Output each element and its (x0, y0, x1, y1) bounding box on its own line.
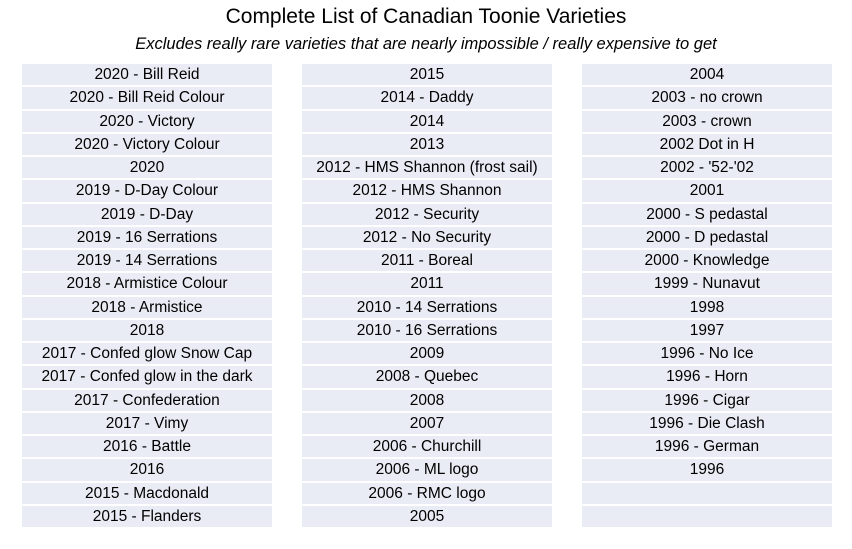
variety-cell: 2019 - 14 Serrations (22, 250, 272, 271)
variety-cell: 2005 (302, 506, 552, 527)
variety-cell: 2006 - ML logo (302, 459, 552, 480)
variety-cell: 2020 - Bill Reid Colour (22, 87, 272, 108)
variety-cell: 2017 - Vimy (22, 413, 272, 434)
variety-cell: 2007 (302, 413, 552, 434)
variety-cell: 1999 - Nunavut (582, 273, 832, 294)
variety-cell: 2012 - No Security (302, 227, 552, 248)
variety-cell: 2015 - Macdonald (22, 483, 272, 504)
variety-cell: 2020 - Victory (22, 111, 272, 132)
variety-cell: 2010 - 16 Serrations (302, 320, 552, 341)
variety-cell: 2012 - HMS Shannon (302, 180, 552, 201)
variety-cell: 2019 - D-Day (22, 204, 272, 225)
variety-cell: 2008 - Quebec (302, 366, 552, 387)
variety-cell: 2008 (302, 390, 552, 411)
variety-cell: 2019 - D-Day Colour (22, 180, 272, 201)
variety-cell: 2001 (582, 180, 832, 201)
variety-cell: 2011 (302, 273, 552, 294)
variety-cell: 2018 - Armistice Colour (22, 273, 272, 294)
variety-cell: 2014 - Daddy (302, 87, 552, 108)
variety-cell: 2000 - Knowledge (582, 250, 832, 271)
varieties-column-1 (22, 64, 272, 529)
variety-cell: 1996 - Horn (582, 366, 832, 387)
varieties-column-2 (302, 64, 552, 529)
variety-cell: 2020 - Victory Colour (22, 134, 272, 155)
variety-cell: 2014 (302, 111, 552, 132)
variety-cell: 2017 - Confederation (22, 390, 272, 411)
variety-cell: 2000 - S pedastal (582, 204, 832, 225)
page-subtitle: Excludes really rare varieties that are nearly impossible / really expensive to get (135, 35, 717, 53)
variety-cell: 1996 - No Ice (582, 343, 832, 364)
variety-cell: 2019 - 16 Serrations (22, 227, 272, 248)
page-title: Complete List of Canadian Toonie Varieties (225, 5, 627, 28)
variety-cell: 1996 - Cigar (582, 390, 832, 411)
variety-cell: 2015 - Flanders (22, 506, 272, 527)
variety-cell: 2020 (22, 157, 272, 178)
variety-cell: 2018 - Armistice (22, 297, 272, 318)
variety-cell: 2017 - Confed glow Snow Cap (22, 343, 272, 364)
variety-cell: 2016 (22, 459, 272, 480)
variety-cell: 2013 (302, 134, 552, 155)
variety-cell: 2003 - crown (582, 111, 832, 132)
variety-cell: 1996 - Die Clash (582, 413, 832, 434)
variety-cell: 2017 - Confed glow in the dark (22, 366, 272, 387)
variety-cell: 2012 - HMS Shannon (frost sail) (302, 157, 552, 178)
variety-cell: 2006 - RMC logo (302, 483, 552, 504)
variety-cell: 2002 Dot in H (582, 134, 832, 155)
variety-cell: 1996 (582, 459, 832, 480)
empty-cell (582, 483, 832, 504)
variety-cell: 2004 (582, 64, 832, 85)
empty-cell (582, 506, 832, 527)
variety-cell: 2015 (302, 64, 552, 85)
variety-cell: 2003 - no crown (582, 87, 832, 108)
variety-cell: 1996 - German (582, 436, 832, 457)
variety-cell: 1997 (582, 320, 832, 341)
variety-cell: 2009 (302, 343, 552, 364)
variety-cell: 2012 - Security (302, 204, 552, 225)
variety-cell: 2006 - Churchill (302, 436, 552, 457)
variety-cell: 2020 - Bill Reid (22, 64, 272, 85)
variety-cell: 2011 - Boreal (302, 250, 552, 271)
variety-cell: 2016 - Battle (22, 436, 272, 457)
variety-cell: 1998 (582, 297, 832, 318)
variety-cell: 2010 - 14 Serrations (302, 297, 552, 318)
variety-cell: 2002 - '52-'02 (582, 157, 832, 178)
varieties-column-3 (582, 64, 832, 529)
variety-cell: 2018 (22, 320, 272, 341)
variety-cell: 2000 - D pedastal (582, 227, 832, 248)
